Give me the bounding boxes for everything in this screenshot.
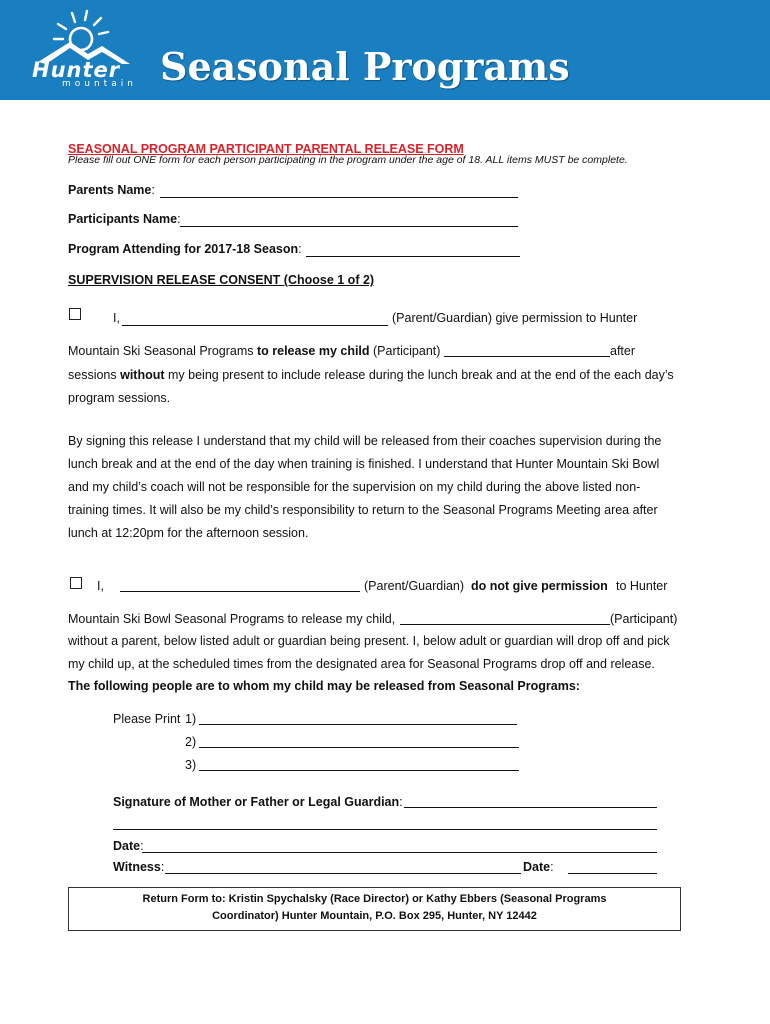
header-banner (0, 0, 770, 100)
option1-line3: sessions without my being present to include release during the lunch break and at the end of the each day’s (68, 368, 674, 382)
participants-name-field[interactable] (180, 226, 518, 227)
option2-line1-b: (Parent/Guardian) (364, 579, 465, 593)
paragraph-line: lunch break and at the end of the day when training is finished. I understand that Hunter Mountain Ski Bowl (68, 457, 660, 471)
parents-name-label: Parents Name: (68, 183, 155, 197)
witness-date-label: Date: (523, 860, 554, 874)
release-heading: The following people are to whom my child may be released from Seasonal Programs: (68, 679, 580, 693)
option2-guardian-field[interactable] (120, 591, 360, 592)
print-number: 2) (185, 735, 197, 749)
print-name-field-1[interactable] (199, 724, 517, 725)
option2-checkbox[interactable] (70, 577, 82, 589)
option1-participant-field[interactable] (444, 356, 610, 357)
option2-line2-a: Mountain Ski Bowl Seasonal Programs to release my child, (68, 612, 396, 626)
witness-field[interactable] (165, 873, 521, 874)
print-number: 3) (185, 758, 197, 772)
program-attending-field[interactable] (306, 256, 520, 257)
witness-date-field[interactable] (568, 873, 657, 874)
participants-name-label: Participants Name: (68, 212, 181, 226)
signature-field-extra-line[interactable] (113, 829, 657, 830)
form-title: SEASONAL PROGRAM PARTICIPANT PARENTAL RELEASE FORM (68, 142, 464, 156)
print-name-field-3[interactable] (199, 770, 519, 771)
option1-checkbox[interactable] (69, 308, 81, 320)
print-name-field-2[interactable] (199, 747, 519, 748)
option2-line4: my child up, at the scheduled times from the designated area for Seasonal Programs drop off and release. (68, 657, 655, 671)
option2-line3: without a parent, below listed adult or guardian being present. I, below adult or guardian will drop off and pick (68, 634, 670, 648)
paragraph-line: lunch at 12:20pm for the afternoon session. (68, 526, 309, 540)
option1-line2-d: after (610, 344, 636, 358)
paragraph-line: and my child’s coach will not be responsible for the supervision on my child during the above listed non- (68, 480, 641, 494)
supervision-heading: SUPERVISION RELEASE CONSENT (Choose 1 of 2) (68, 273, 375, 287)
brand-word: Hunter (32, 58, 121, 82)
option2-participant-field[interactable] (400, 624, 610, 625)
banner-title: Seasonal Programs (160, 44, 570, 89)
signature-field[interactable] (404, 807, 657, 808)
option1-line1-b: (Parent/Guardian) give permission to Hunter (392, 311, 638, 325)
form-instructions: Please fill out ONE form for each person participating in the program under the age of 18. ALL items MUST be complete. (68, 154, 628, 166)
parents-name-field[interactable] (160, 197, 518, 198)
option1-line4: program sessions. (68, 391, 171, 405)
date-field[interactable] (142, 852, 657, 853)
option1-guardian-field[interactable] (122, 325, 388, 326)
option2-line2-b: (Participant) (610, 612, 678, 626)
return-form-line1: Return Form to: Kristin Spychalsky (Race Director) or Kathy Ebbers (Seasonal Programs (142, 893, 607, 905)
option2-line1-d: to Hunter (616, 579, 668, 593)
program-attending-label: Program Attending for 2017-18 Season: (68, 242, 302, 256)
signature-label: Signature of Mother or Father or Legal Guardian: (113, 795, 403, 809)
option1-line1-a: I, (113, 311, 120, 325)
witness-label: Witness: (113, 860, 165, 874)
brand-sub: mountain (62, 79, 137, 89)
return-form-box (68, 887, 681, 931)
paragraph-line: By signing this release I understand that my child will be released from their coaches supervision during the (68, 434, 662, 448)
print-label: Please Print (113, 712, 181, 726)
option2-line1-a: I, (97, 579, 104, 593)
date-label: Date: (113, 839, 144, 853)
option2-line1-c: do not give permission (471, 579, 608, 593)
return-form-line2: Coordinator) Hunter Mountain, P.O. Box 295, Hunter, NY 12442 (212, 910, 537, 922)
print-number: 1) (185, 712, 197, 726)
paragraph-line: training times. It will also be my child’s responsibility to return to the Seasonal Programs Meeting area after (68, 503, 658, 517)
option1-line2: Mountain Ski Seasonal Programs to release my child (Participant) (68, 344, 441, 358)
